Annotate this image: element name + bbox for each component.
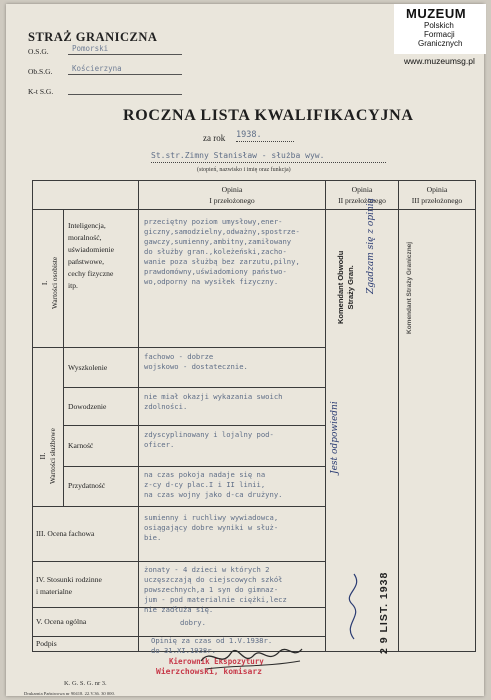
- col-header-second: Opinia II przełożonego: [338, 185, 386, 205]
- col2-handwriting-note: Jest odpowiedni: [330, 401, 340, 474]
- signature-label: Podpis: [36, 639, 57, 648]
- col-header-third: Opinia III przełożonego: [411, 185, 463, 205]
- row-label-wyszkolenie: Wyszkolenie: [68, 363, 108, 372]
- col2-commander-stamp: Komendant Obwodu Straży Gran.: [336, 250, 355, 324]
- signature-period-text: Opinię za czas od 1.V.1938r. do 31.XI.1938r.: [151, 636, 273, 655]
- row-label-dowodzenie: Dowodzenie: [68, 402, 107, 411]
- row-label-karnosc: Karność: [68, 441, 94, 450]
- col2-handwriting-note2: Zgadzam się z opinią: [366, 197, 376, 294]
- section2-vertical-label: II. Wartości służbowe: [38, 428, 57, 484]
- watermark-title: MUZEUM: [406, 6, 467, 21]
- year-value: 1938.: [236, 130, 294, 142]
- form-number: K. G. S. G. nr 3.: [64, 680, 107, 687]
- document-title: ROCZNA LISTA KWALIFIKACYJNA: [123, 107, 414, 124]
- person-caption: (stopień, nazwisko i imię oraz funkcja): [197, 167, 291, 173]
- obsg-value: Kościerzyna: [68, 64, 182, 75]
- year-prefix: za rok: [203, 133, 226, 143]
- handwritten-signature-second: [334, 564, 374, 644]
- org-name: STRAŻ GRANICZNA: [28, 30, 158, 44]
- signature-stamp-line: Kierownik Ekspozytury: [169, 657, 264, 666]
- section3-text: sumienny i ruchliwy wywiadowca, osiągający dobre wyniki w służ- bie.: [144, 513, 279, 542]
- date-stamp: 2 9 LIST. 1938: [378, 571, 390, 654]
- printer-note: Drukarnia Państwowa nr 90418. 22.V.36. 30 000.: [24, 691, 115, 696]
- signature-stamp-name: Wierzchowski, komisarz: [156, 667, 262, 676]
- handwritten-signature-first: [196, 639, 306, 679]
- col-header-first: Opinia I przełożonego: [209, 185, 255, 205]
- kt-value-line: [68, 84, 182, 95]
- watermark-line2: Formacji: [424, 30, 455, 39]
- row-text-przydatnosc: na czas pokoja nadaje się na z-cy d-cy plac.I i II linii, na czas wojny jako d-ca drużyny.: [144, 470, 283, 499]
- watermark-line3: Granicznych: [418, 39, 463, 48]
- section5-text: dobry.: [180, 618, 206, 627]
- row-text-dowodzenie: nie miał okazji wykazania swoich zdolności.: [144, 392, 283, 411]
- section1-text: przeciętny poziom umysłowy,ener- giczny,samodzielny,odważny,spostrze- gawczy,sumienny,ambitny,zamiłowany do służby gran.,koleżeński,zacho- wanie poza służbą bez zarzutu,pilny, prawdomówny,uświadomiony państwo- wo,odporny na wysiłek fizyczny.: [144, 217, 300, 286]
- section1-vertical-label: I. Wartości osobiste: [40, 256, 59, 309]
- osg-value: Pomorski: [68, 44, 182, 55]
- section1-label: Inteligencja, moralność, uświadomienie państwowe, cechy fizyczne itp.: [68, 221, 114, 290]
- section4-text: żonaty - 4 dzieci w których 2 uczęszczają do ciejscowych szkół powszechnych,a 1 syn do gimnaz- jum - pod materialnie ciężki,lecz nie zadłuża się.: [144, 565, 287, 614]
- row-label-przydatnosc: Przydatność: [68, 481, 106, 490]
- museum-watermark: [394, 4, 486, 54]
- section4-label: IV. Stosunki rodzinne i materialne: [36, 575, 102, 596]
- watermark-url: www.muzeumsg.pl: [404, 56, 475, 66]
- row-text-wyszkolenie: fachowo - dobrze wojskowo - dostatecznie.: [144, 352, 248, 371]
- col3-commander-stamp: Komendant Straży Granicznej: [406, 241, 413, 334]
- osg-label: O.S.G.: [28, 47, 49, 56]
- watermark-line1: Polskich: [424, 21, 454, 30]
- document-page: [6, 4, 484, 696]
- person-field: St.str.Zimny Stanisław - służba wyw.: [151, 151, 386, 163]
- section5-label: V. Ocena ogólna: [36, 617, 87, 626]
- section3-label: III. Ocena fachowa: [36, 529, 95, 538]
- kt-label: K-t S.G.: [28, 87, 54, 96]
- obsg-label: Ob.S.G.: [28, 67, 53, 76]
- row-text-karnosc: zdyscyplinowany i lojalny pod- oficer.: [144, 430, 274, 449]
